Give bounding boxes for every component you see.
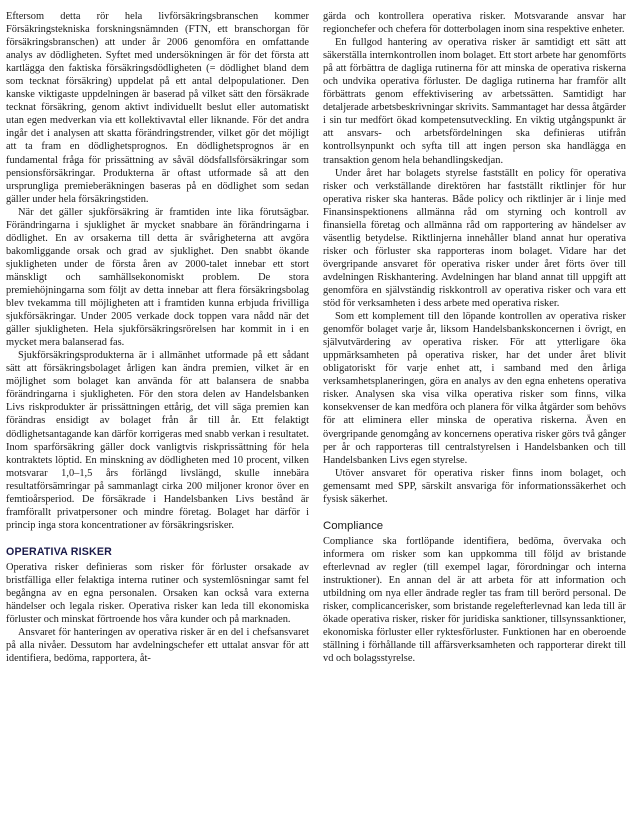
heading-operativa-risker: OPERATIVA RISKER [6,545,113,558]
left-column [6,10,309,665]
paragraph-information-security: Utöver ansvaret för operativa risker finns inom bolaget, och gemensamt med SPP, särskilt ansvariga för informationssäkerhet och fysisk säkerhet. [323,467,626,505]
paragraph-sickness-products-pricing: Sjukförsäkringsprodukterna är i allmänhet utformade på ett sådant sätt att försäkringsbolaget årligen kan ändra premien, vilket är en möjlighet som bolaget kan använda för att balansera de snabba förändringarna i sjukligheten. För den stora delen av Handelsbanken Livs riskprodukter är prissättningen ettårig, det vill säga premien kan förändras ensidigt av bolaget från år till år. Ett felaktigt dödlighetsantagande kan därför korrigeras med snabb verkan i resultatet. Inom sparförsäkring gäller dock vanligtvis riskprissättning för hela kontraktets löptid. En minskning av dödligheten med 10 procent, vilken motsvarar 1,0–1,5 års förlängd livslängd, skulle innebära resultatförsämringar på sammanlagt cirka 200 miljoner kronor över en femtioårsperiod. De försäkrade i Handelsbanken Livs bestånd är framförallt privatpersoner och mindre företag. Bolaget har därför i princip inga stora koncentrationer av försäkringsrisker. [6,350,309,531]
paragraph-operational-risk-definition: Operativa risker definieras som risker för förluster orsakade av bristfälliga eller felaktiga interna rutiner och systemlösningar samt fel begångna av en egna personalen. Orsaken kan också vara externa händelser och legala risker. Operativa risker kan leda till ekonomiska förluster och minskat förtroende hos våra kunder och på marknaden. [6,561,309,626]
paragraph-ftn-mortality-analysis: Eftersom detta rör hela livförsäkringsbranschen kommer Försäkringstekniska forskningsnämnden (FTN, ett branschorgan för försäkringsbranschen) att under år 2006 genomföra en omfattande analys av dödligheten. Syftet med undersökningen är för det första att kartlägga den faktiska försäkringsdödligheten (= dödlighet bland dem som tecknat försäkring) uppdelat på ett antal delpopulationer. Den kanske viktigaste uppdelningen är baserad på vilket sätt den försäkrade tecknat försäkring, genom aktivt individuellt beslut eller automatiskt utan egen medverkan via ett kollektivavtal eller liknande. För det andra ingår det i analysen att skatta förändringstrender, vilket gör det möjligt att ta fram en dödlighetsprognos. En dödlighetsprognos är en fundamental fråga för prissättning av såväl dödsfallsförsäkringar som pensionsförsäkringar. Produkterna är oftast utformade så att den ursprungliga premieberäkningen baseras på en dödlighet som sedan gäller under hela försäkringstiden. [6,11,309,205]
paragraph-internal-control: En fullgod hantering av operativa risker är samtidigt ett sätt att säkerställa internkontrollen inom bolaget. Ett stort arbete har genomförts på att förbättra de dagliga rutinerna för att minska de operativa riskerna och undvika operativa förluster. De dagliga rutinerna har framför allt förbättrats genom effektivisering av arbetssätten. Samtidigt har detaljerade arbetsbeskrivningar skrivits. Sammantaget har dessa åtgärder i sin tur medfört ökad kompetensutveckling. En viktig utgångspunkt är att ansvars- och arbetsfördelningen ska definieras utifrån kontrollsynpunkt och syfta till att ingen person ska handlägga en transaktion genom hela behandlingskedjan. [323,37,626,166]
right-column [323,10,626,665]
paragraph-policy-guidelines: Under året har bolagets styrelse fastställt en policy för operativa risker och verkställande direktören har fastställt riktlinjer för hur operativa risker ska hanteras. Både policy och riktlinjer är i linje med Finansinspektionens allmänna råd om styrning och kontroll av finansiella företag och allmänna råd om rapportering av händelser av väsentlig betydelse. Riktlinjerna innehåller bland annat hur operativa risker och förluster ska rapporteras inom bolaget. Vidare har det övergripande ansvaret för operativa risker under året förts över till avdelningen Riskhantering. Avdelningen har bland annat till uppgift att genomföra en självständig riskkontroll av operativa risker och vara ett stöd för verksamheten i dess arbete med operativa risker. [323,167,626,310]
paragraph-self-assessment: Som ett komplement till den löpande kontrollen av operativa risker genomför bolaget varje år, liksom Handelsbankskoncernen i övrigt, en självutvärdering av operativa risker. För att ytterligare öka uppmärksamheten på operativa risker, har det under året blivit obligatoriskt för varje enhet att, i samband med den årliga verksamhetsplaneringen, göra en analys av den egna enhetens operativa risker. Analysen ska visa vilka operativa risker som finns, vilka konsekvenser de kan medföra och planera för vilka åtgärder som behövs för att eliminera eller minska de operativa riskerna. Även en övergripande genomgång av koncernens operativa risker görs två gånger per år och rapporteras till centralstyrelsen i Handelsbanken och till Handelsbanken Livs egen styrelse. [323,311,626,466]
heading-compliance: Compliance [323,519,384,532]
paragraph-sickness-insurance: När det gäller sjukförsäkring är framtiden inte lika förutsägbar. Förändringarna i sjuklighet är mycket snabbare än förändringarna i dödlighet. En av orsakerna till detta är svårigheterna att avgöra bakomliggande orsak och grad av sjuklighet. Den snabbt ökande sjukligheten under de första åren av 2000-talet innebar ett stort mänskligt och samhällsekonomiskt problem. De stora premiehöjningarna som följt av detta innebar att flera försäkringsbolag blev tvekamma till möjligheten att i framtiden kunna erbjuda frivilliga sjukförsäkringar. Under 2005 verkade dock toppen vara nådd när det gäller sjukligheten. Hela sjukförsäkringsrörelsen har kommit in i en mycket mera balanserad fas. [6,206,309,349]
paragraph-operational-risk-responsibility: Ansvaret för hanteringen av operativa risker är en del i chefsansvaret på alla nivåer. Dessutom har avdelningschefer ett uttalat ansvar för att identifiera, bedöma, rapportera, åt- [6,627,309,665]
paragraph-responsibility-continued: gärda och kontrollera operativa risker. Motsvarande ansvar har regionchefer och chefera för dotterbolagen inom sina respektive enheter. [323,11,626,36]
paragraph-compliance: Compliance ska fortlöpande identifiera, bedöma, övervaka och informera om risker som kan uppkomma till följd av bristande efterlevnad av regler (till exempel lagar, förordningar och interna instruktioner). En annan del är att arbeta för att information och utbildning om nya eller ändrade regler tas fram till berörd personal. De risker, complicancerisker, som bristande regelefterlevnad kan leda till är ökade operativa risker, risker för juridiska sanktioner, tillsynssanktioner, ekonomiska förluster eller ryktesförluster. Funktionen har en oberoende ställning i förhållande till affärsverksamheten och rapporterar direkt till vd och bolagsstyrelse. [323,535,626,665]
